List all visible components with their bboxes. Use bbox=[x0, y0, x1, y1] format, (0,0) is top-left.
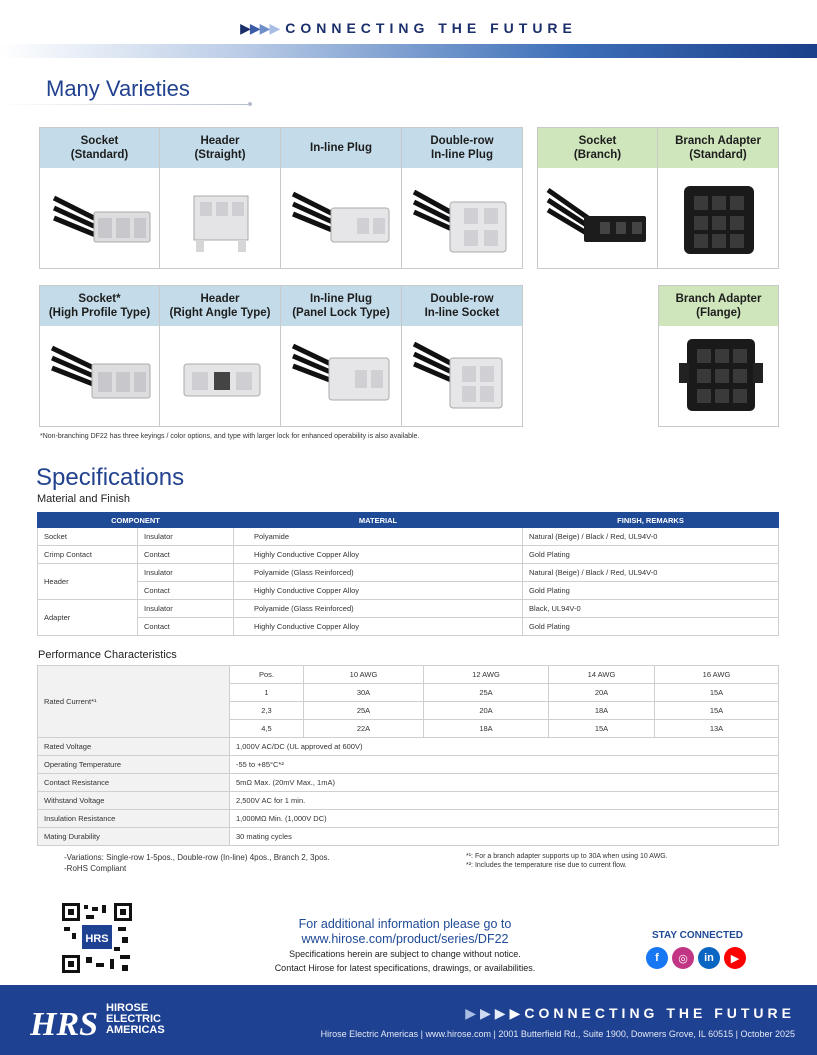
hrs-logo bbox=[30, 1001, 102, 1041]
contact-info bbox=[230, 917, 580, 975]
table-cell: Polyamide (Glass Reinforced) bbox=[234, 564, 523, 582]
variety-card bbox=[658, 285, 779, 427]
table-cell: Withstand Voltage bbox=[38, 792, 230, 810]
variety-card bbox=[39, 285, 160, 427]
table-cell: Insulator bbox=[138, 600, 234, 618]
table-cell: 20A bbox=[424, 702, 549, 720]
socket-standard-image bbox=[46, 178, 154, 258]
variety-card bbox=[402, 127, 523, 269]
table-row bbox=[38, 828, 779, 846]
info-line: For additional information please go to bbox=[298, 917, 512, 931]
varieties-row2-blue bbox=[39, 285, 523, 427]
material-table bbox=[37, 512, 779, 636]
table-cell: 1,000V AC/DC (UL approved at 600V) bbox=[230, 738, 779, 756]
variety-card bbox=[537, 127, 658, 269]
table-cell: Contact bbox=[138, 582, 234, 600]
variety-card bbox=[658, 127, 779, 269]
variety-card bbox=[402, 285, 523, 427]
table-cell: 5mΩ Max. (20mV Max., 1mA) bbox=[230, 774, 779, 792]
table-cell: 2,500V AC for 1 min. bbox=[230, 792, 779, 810]
table-row bbox=[38, 618, 779, 636]
top-gradient-band bbox=[0, 44, 817, 58]
table-cell: Header bbox=[38, 564, 138, 600]
table-cell: Gold Plating bbox=[523, 582, 779, 600]
varieties-footnote: *Non-branching DF22 has three keyings / color options, and type with larger lock for enhanced operability is also available. bbox=[40, 433, 420, 440]
top-tagline bbox=[0, 20, 817, 37]
table-cell: 1,000MΩ Min. (1,000V DC) bbox=[230, 810, 779, 828]
table-cell: 15A bbox=[655, 702, 779, 720]
table-cell: Adapter bbox=[38, 600, 138, 636]
variety-label: Socket (Standard) bbox=[40, 128, 159, 168]
table-cell: 14 AWG bbox=[549, 666, 655, 684]
facebook-icon[interactable]: f bbox=[646, 947, 668, 969]
variety-label: In-line Plug bbox=[281, 128, 401, 168]
info-line: Specifications herein are subject to change without notice. bbox=[289, 949, 521, 959]
branch-adapter-standard-image bbox=[664, 178, 772, 258]
title-rule-dot bbox=[248, 102, 252, 106]
table-row bbox=[38, 774, 779, 792]
table-cell: Insulation Resistance bbox=[38, 810, 230, 828]
variety-label: Socket* (High Profile Type) bbox=[40, 286, 159, 326]
instagram-icon[interactable]: ◎ bbox=[672, 947, 694, 969]
table-row bbox=[38, 792, 779, 810]
footer-tagline bbox=[465, 1005, 795, 1022]
variety-label: Branch Adapter (Flange) bbox=[659, 286, 778, 326]
table-cell: 12 AWG bbox=[424, 666, 549, 684]
variety-label: Header (Right Angle Type) bbox=[160, 286, 280, 326]
title-rule bbox=[0, 104, 250, 105]
table-cell: 30A bbox=[304, 684, 424, 702]
table-cell: Gold Plating bbox=[523, 618, 779, 636]
table-cell: Gold Plating bbox=[523, 546, 779, 564]
variety-card bbox=[281, 285, 402, 427]
varieties-title: Many Varieties bbox=[46, 76, 190, 101]
table-row bbox=[38, 756, 779, 774]
table-cell: 25A bbox=[304, 702, 424, 720]
table-cell: 22A bbox=[304, 720, 424, 738]
table-row bbox=[38, 564, 779, 582]
socket-branch-image bbox=[544, 178, 652, 258]
varieties-row1-green bbox=[537, 127, 779, 269]
table-cell: Pos. bbox=[230, 666, 304, 684]
performance-subtitle: Performance Characteristics bbox=[38, 649, 177, 661]
table-cell: Operating Temperature bbox=[38, 756, 230, 774]
table-row bbox=[38, 582, 779, 600]
inline-plug-image bbox=[287, 178, 395, 258]
chevrons-icon: ▶▶▶▶ bbox=[240, 20, 280, 36]
table-cell: Insulator bbox=[138, 564, 234, 582]
variety-label: Double-row In-line Plug bbox=[402, 128, 522, 168]
specifications-title: Specifications bbox=[36, 464, 185, 491]
linkedin-icon[interactable]: in bbox=[698, 947, 720, 969]
info-line: Contact Hirose for latest specifications, drawings, or availabilities. bbox=[274, 963, 536, 973]
stay-connected-label: STAY CONNECTED bbox=[652, 930, 743, 941]
variety-card bbox=[160, 285, 281, 427]
qr-badge-text: HRS bbox=[85, 933, 109, 945]
table-cell: Highly Conductive Copper Alloy bbox=[234, 618, 523, 636]
material-subtitle: Material and Finish bbox=[37, 493, 130, 505]
table-cell: Rated Current*¹ bbox=[38, 666, 230, 738]
table-cell: Natural (Beige) / Black / Red, UL94V-0 bbox=[523, 528, 779, 546]
chevrons-icon: ▶▶▶▶ bbox=[465, 1005, 525, 1021]
table-cell: 18A bbox=[424, 720, 549, 738]
table-cell: Insulator bbox=[138, 528, 234, 546]
product-link[interactable]: www.hirose.com/product/series/DF22 bbox=[301, 932, 509, 946]
table-row bbox=[38, 546, 779, 564]
table-header: FINISH, REMARKS bbox=[523, 513, 779, 528]
table-cell: 16 AWG bbox=[655, 666, 779, 684]
table-cell: Contact bbox=[138, 618, 234, 636]
table-cell: Black, UL94V-0 bbox=[523, 600, 779, 618]
header-straight-image bbox=[166, 178, 274, 258]
table-cell: 2,3 bbox=[230, 702, 304, 720]
youtube-icon[interactable]: ▶ bbox=[724, 947, 746, 969]
table-row bbox=[38, 810, 779, 828]
double-row-plug-image bbox=[408, 178, 516, 258]
table-row bbox=[38, 528, 779, 546]
table-row bbox=[38, 738, 779, 756]
table-cell: Rated Voltage bbox=[38, 738, 230, 756]
table-cell: 30 mating cycles bbox=[230, 828, 779, 846]
social-icons bbox=[646, 947, 746, 969]
table-cell: Socket bbox=[38, 528, 138, 546]
table-cell: 20A bbox=[549, 684, 655, 702]
tagline-text: CONNECTING THE FUTURE bbox=[285, 20, 577, 36]
table-cell: Mating Durability bbox=[38, 828, 230, 846]
variety-label: In-line Plug (Panel Lock Type) bbox=[281, 286, 401, 326]
variety-label: Header (Straight) bbox=[160, 128, 280, 168]
table-header: COMPONENT bbox=[38, 513, 234, 528]
inline-plug-panel-lock-image bbox=[287, 336, 395, 416]
notes-left: -Variations: Single-row 1-5pos., Double-row (In-line) 4pos., Branch 2, 3pos. -RoHS Compliant bbox=[64, 853, 330, 873]
table-cell: -55 to +85°C*² bbox=[230, 756, 779, 774]
table-cell: Polyamide (Glass Reinforced) bbox=[234, 600, 523, 618]
notes-right: *¹: For a branch adapter supports up to 30A when using 10 AWG. *²: Includes the temperature rise due to current flow. bbox=[466, 853, 668, 869]
variety-card bbox=[281, 127, 402, 269]
table-row bbox=[38, 600, 779, 618]
table-cell: 25A bbox=[424, 684, 549, 702]
table-cell: Polyamide bbox=[234, 528, 523, 546]
branch-adapter-flange-image bbox=[665, 333, 773, 419]
footer bbox=[0, 985, 817, 1055]
table-cell: Highly Conductive Copper Alloy bbox=[234, 546, 523, 564]
qr-code[interactable] bbox=[62, 903, 132, 973]
footer-tagline-text: CONNECTING THE FUTURE bbox=[524, 1005, 795, 1021]
socket-high-profile-image bbox=[46, 336, 154, 416]
table-cell: 4,5 bbox=[230, 720, 304, 738]
table-cell: 13A bbox=[655, 720, 779, 738]
table-cell: 18A bbox=[549, 702, 655, 720]
table-cell: Crimp Contact bbox=[38, 546, 138, 564]
double-row-socket-image bbox=[408, 336, 516, 416]
table-cell: Natural (Beige) / Black / Red, UL94V-0 bbox=[523, 564, 779, 582]
variety-card bbox=[39, 127, 160, 269]
performance-table bbox=[37, 665, 779, 846]
varieties-row1-blue bbox=[39, 127, 523, 269]
hrs-logo-text: HRS bbox=[30, 1006, 99, 1041]
table-row bbox=[38, 666, 779, 684]
variety-label: Double-row In-line Socket bbox=[402, 286, 522, 326]
variety-label: Socket (Branch) bbox=[538, 128, 657, 168]
variety-card bbox=[160, 127, 281, 269]
table-cell: 10 AWG bbox=[304, 666, 424, 684]
header-right-angle-image bbox=[166, 336, 274, 416]
table-cell: Highly Conductive Copper Alloy bbox=[234, 582, 523, 600]
footer-address: Hirose Electric Americas | www.hirose.com | 2001 Butterfield Rd., Suite 1900, Downers Grove, IL 60515 | October 2025 bbox=[320, 1029, 795, 1039]
table-cell: Contact Resistance bbox=[38, 774, 230, 792]
varieties-row2-green bbox=[658, 285, 779, 427]
company-name: HIROSE ELECTRIC AMERICAS bbox=[106, 1002, 165, 1036]
table-cell: Contact bbox=[138, 546, 234, 564]
variety-label: Branch Adapter (Standard) bbox=[658, 128, 778, 168]
table-cell: 15A bbox=[549, 720, 655, 738]
table-cell: 1 bbox=[230, 684, 304, 702]
table-cell: 15A bbox=[655, 684, 779, 702]
table-header: MATERIAL bbox=[234, 513, 523, 528]
